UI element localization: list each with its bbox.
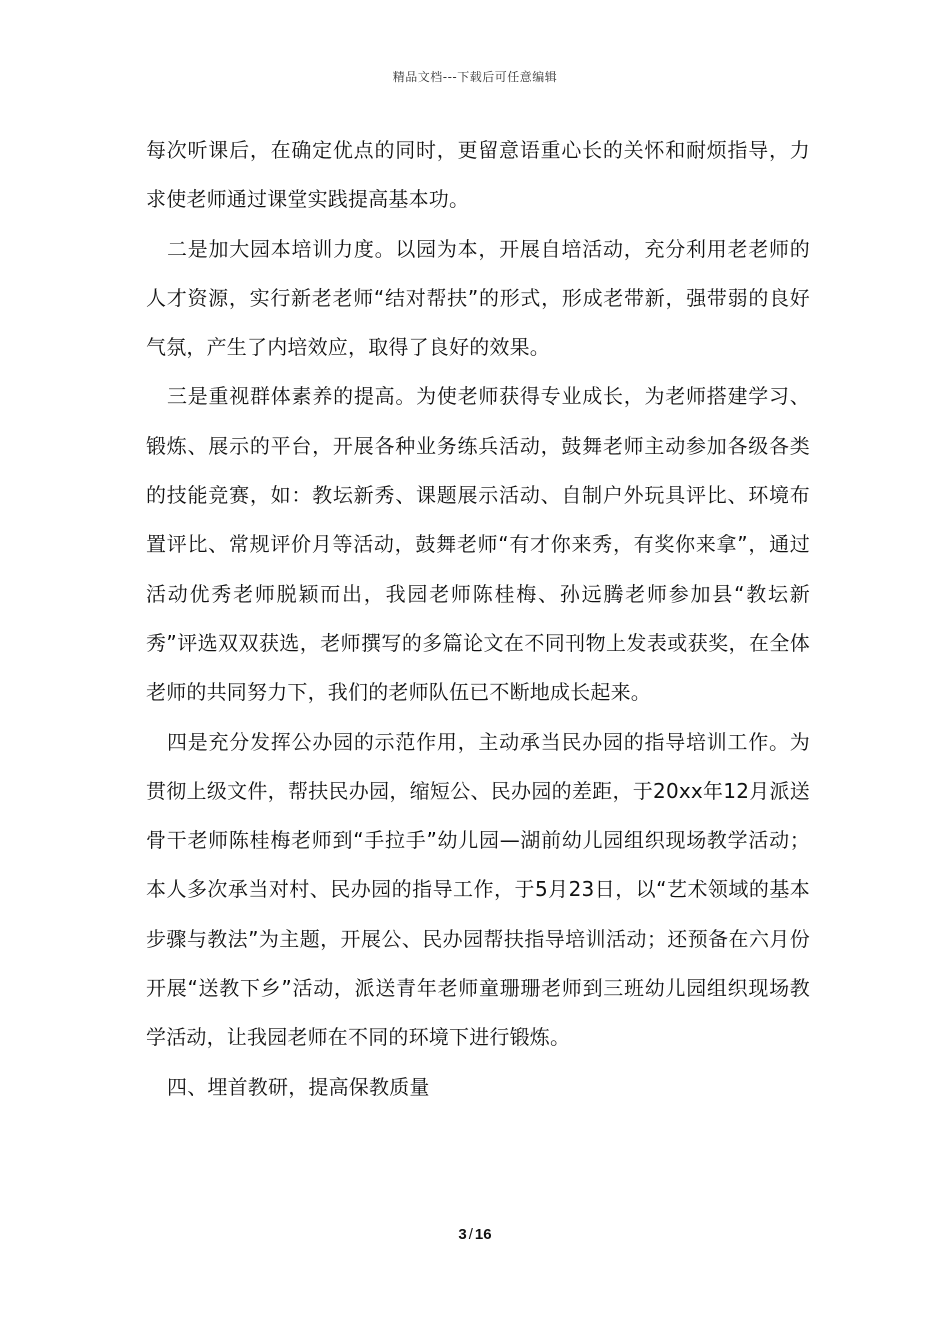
- page-number: [0, 1226, 950, 1243]
- paragraph-quality: 三是重视群体素养的提高。为使老师获得专业成长，为老师搭建学习、锻炼、展示的平台，开展各种业务练兵活动，鼓舞老师主动参加各级各类的技能竞赛，如：教坛新秀、课题展示活动、自制户外玩具评比、环境布置评比、常规评价月等活动，鼓舞老师“有才你来秀，有奖你来拿”，通过活动优秀老师脱颖而出，我园老师陈桂梅、孙远腾老师参加县“教坛新秀”评选双双获选，老师撰写的多篇论文在不同刊物上发表或获奖，在全体老师的共同努力下，我们的老师队伍已不断地成长起来。: [146, 384, 810, 705]
- total-pages: 16: [474, 1226, 492, 1243]
- paragraph-training: 二是加大园本培训力度。以园为本，开展自培活动，充分利用老老师的人才资源，实行新老老师“结对帮扶”的形式，形成老带新，强带弱的良好气氛，产生了内培效应，取得了良好的效果。: [146, 236, 810, 360]
- current-page: 3: [458, 1226, 467, 1243]
- page-separator: /: [468, 1226, 473, 1243]
- paragraph-continuation: 每次听课后，在确定优点的同时，更留意语重心长的关怀和耐烦指导，力求使老师通过课堂实践提高基本功。: [146, 138, 810, 212]
- page-header: 精品文档---下载后可任意编辑: [392, 70, 558, 84]
- section-heading: 四、埋首教研，提高保教质量: [167, 1074, 430, 1099]
- document-body: [146, 126, 810, 1112]
- paragraph-demonstration: 四是充分发挥公办园的示范作用，主动承当民办园的指导培训工作。为贯彻上级文件，帮扶民办园，缩短公、民办园的差距，于20xx年12月派送骨干老师陈桂梅老师到“手拉手”幼儿园—湖前幼儿园组织现场教学活动；本人多次承当对村、民办园的指导工作，于5月23日，以“艺术领域的基本步骤与教法”为主题，开展公、民办园帮扶指导培训活动；还预备在六月份开展“送教下乡”活动，派送青年老师童珊珊老师到三班幼儿园组织现场教学活动，让我园老师在不同的环境下进行锻炼。: [146, 729, 810, 1050]
